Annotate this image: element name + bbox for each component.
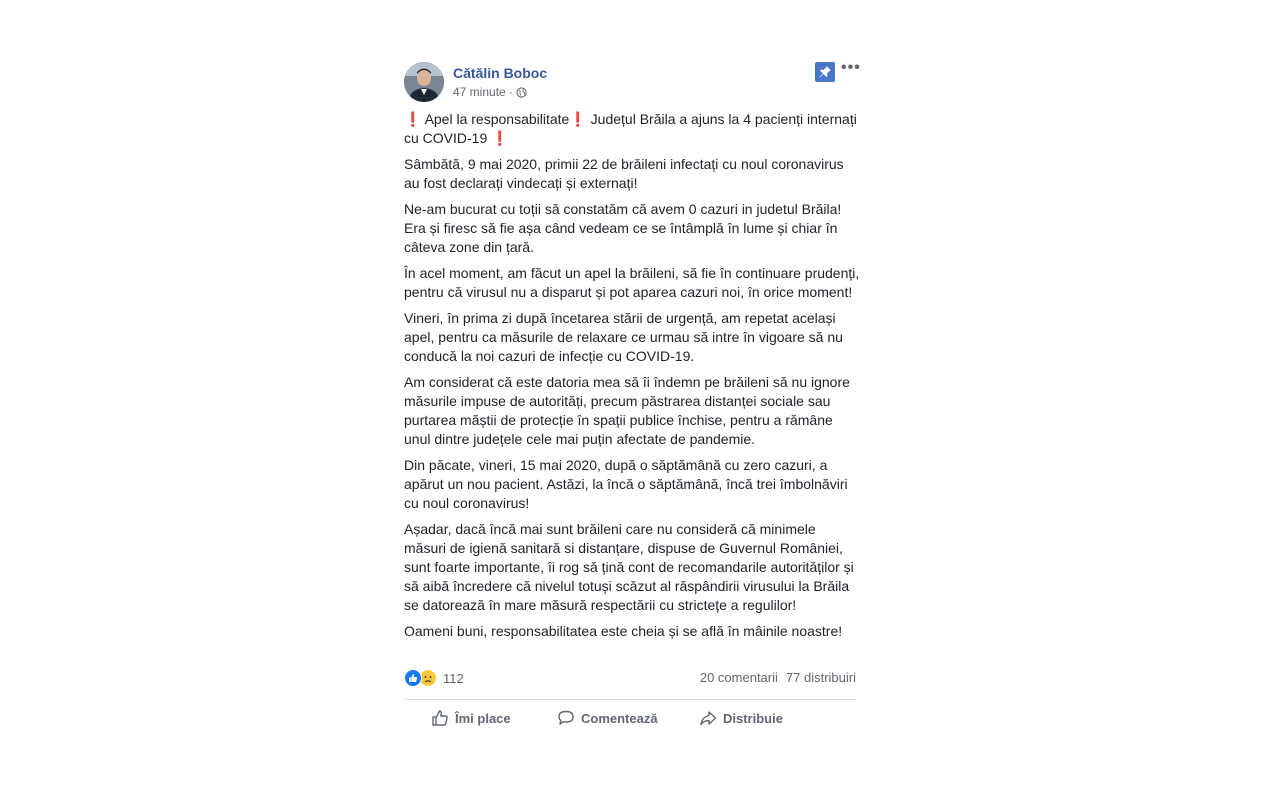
thumbs-up-icon [431, 709, 449, 727]
exclamation-icon: ❗ [569, 111, 587, 127]
post-paragraph: Sâmbătă, 9 mai 2020, primii 22 de brăileni infectați cu noul coronavirus au fost declarați vindecați și externați! [404, 156, 844, 191]
post-paragraph: În acel moment, am făcut un apel la brăileni, să fie în continuare prudenți, pentru că virusul nu a disparut și pot aparea cazuri noi, în orice moment! [404, 265, 860, 300]
post-text [404, 110, 860, 648]
divider [404, 699, 856, 700]
like-reaction-icon [404, 669, 422, 687]
meta-separator: · [508, 85, 513, 99]
facebook-post [404, 58, 861, 726]
comments-count-link[interactable]: 20 comentarii [699, 670, 778, 685]
post-paragraph: Așadar, dacă încă mai sunt brăileni care nu consideră că minimele măsuri de igienă sanitară si distanțare, dispuse de Guvernul României, sunt foarte importante, îi rog să țină cont de recomandarile autorităților și să aibă încredere că nivelul totuși scăzut al răspândirii virusului la Brăila se datorează în mare măsură respectării cu strictețe a regulilor! [404, 521, 854, 613]
post-timestamp[interactable]: 47 minute [453, 85, 506, 99]
author-name[interactable]: Cătălin Boboc [453, 65, 548, 81]
comment-icon [557, 709, 575, 727]
exclamation-icon: ❗ [491, 130, 509, 146]
engagement-stats [404, 669, 856, 689]
share-icon [699, 709, 717, 727]
reactions-summary[interactable] [404, 669, 464, 687]
post-paragraph: ❗ Apel la responsabilitate❗ Județul Brăila a ajuns la 4 pacienți internați cu COVID-19 ❗ [404, 111, 857, 146]
pin-icon[interactable] [815, 62, 835, 82]
share-button-label: Distribuie [723, 710, 783, 726]
share-button[interactable] [699, 709, 783, 727]
post-header [404, 58, 860, 106]
thumbs-up-glyph [408, 673, 418, 683]
like-button[interactable] [431, 709, 511, 727]
pin-glyph [818, 65, 832, 79]
post-paragraph: Vineri, în prima zi după încetarea stării de urgență, am repetat același apel, pentru ca măsurile de relaxare ce urmau să intre în vigoare să nu conducă la noi cazuri de infecție cu COVID-19. [404, 310, 843, 364]
comment-button[interactable] [557, 709, 658, 727]
post-meta [453, 85, 527, 99]
avatar[interactable] [404, 62, 444, 102]
like-button-label: Îmi place [455, 710, 511, 726]
reaction-count: 112 [443, 670, 464, 686]
more-options-icon[interactable]: ••• [841, 59, 861, 76]
globe-icon[interactable] [516, 87, 527, 98]
sad-face-glyph [420, 670, 436, 686]
post-paragraph: Am considerat că este datoria mea să îi îndemn pe brăileni să nu ignore măsurile impuse de autorități, precum păstrarea distanței sociale sau purtarea măștii de protecție în spații publice închise, pentru a rămâne unul dintre județele cele mai puțin afectate de pandemie. [404, 374, 850, 447]
action-bar [404, 709, 856, 731]
shares-count-link[interactable]: 77 distribuiri [785, 670, 856, 685]
avatar-photo [404, 62, 444, 102]
post-paragraph: Oameni buni, responsabilitatea este cheia și se află în mâinile noastre! [404, 623, 843, 639]
comment-button-label: Comentează [581, 710, 658, 726]
post-paragraph: Din păcate, vineri, 15 mai 2020, după o săptămână cu zero cazuri, a apărut un nou pacient. Astăzi, la încă o săptămână, încă trei îmbolnăviri cu noul coronavirus! [404, 457, 848, 511]
post-paragraph: Ne-am bucurat cu toții să constatăm că avem 0 cazuri in judetul Brăila! Era și firesc să fie așa când vedeam ce se întâmplă în lume și chiar în câteva zone din țară. [404, 201, 842, 255]
comment-share-counts [700, 670, 856, 685]
exclamation-icon: ❗ [404, 111, 422, 127]
